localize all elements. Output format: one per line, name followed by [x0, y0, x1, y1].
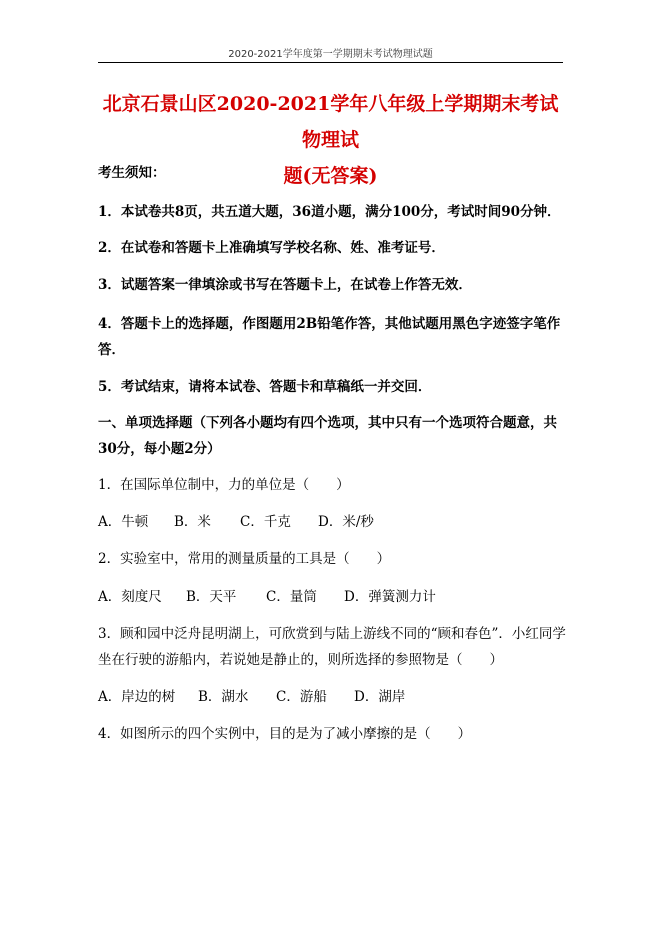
q1-option-a: A．牛顿 [98, 514, 149, 530]
notice-item-3: 3．试题答案一律填涂或书写在答题卡上，在试卷上作答无效． [98, 277, 472, 293]
question-2-stem: 2．实验室中，常用的测量质量的工具是（ ） [98, 551, 391, 567]
notice-item-4: 4．答题卡上的选择题，作图题用2B铅笔作答，其他试题用黑色字迹签字笔作答． [98, 316, 561, 358]
q2-option-c: C．量筒 [266, 589, 317, 605]
q2-option-d: D．弹簧测力计 [344, 589, 436, 605]
notice-item-1: 1．本试卷共8页，共五道大题，36道小题，满分100分，考试时间90分钟． [98, 204, 561, 220]
title-line-1: 北京石景山区2020-2021学年八年级上学期期末考试物理试 [102, 93, 559, 151]
q1-option-d: D．米/秒 [318, 514, 374, 530]
question-1-options [98, 509, 568, 535]
question-3-stem: 3．顾和园中泛舟昆明湖上，可欣赏到与陆上游线不同的“顾和春色”．小红同学坐在行驶的游船内，若说她是静止的，则所选择的参照物是（ ） [98, 626, 566, 668]
q3-option-d: D．湖岸 [354, 689, 406, 705]
q1-option-c: C．千克 [240, 514, 291, 530]
question-3-options [98, 684, 568, 710]
notice-heading: 考生须知： [98, 165, 166, 181]
question-4-stem: 4．如图所示的四个实例中，目的是为了减小摩擦的是（ ） [98, 726, 472, 742]
header-rule [98, 62, 563, 63]
q2-option-a: A．刻度尺 [98, 589, 162, 605]
title-line-2: 题(无答案) [283, 165, 378, 187]
q3-option-a: A．岸边的树 [98, 689, 176, 705]
page-header: 2020-2021学年度第一学期期末考试物理试题 [228, 49, 433, 60]
q1-option-b: B．米 [174, 514, 211, 530]
question-1-stem: 1．在国际单位制中，力的单位是（ ） [98, 477, 350, 493]
q3-option-b: B．湖水 [198, 689, 249, 705]
q2-option-b: B．天平 [186, 589, 237, 605]
section-1-heading: 一、单项选择题（下列各小题均有四个选项，其中只有一个选项符合题意，共30分，每小题2分） [98, 415, 557, 457]
notice-item-2: 2．在试卷和答题卡上准确填写学校名称、姓、准考证号． [98, 240, 445, 256]
question-2-options [98, 584, 568, 610]
notice-item-5: 5．考试结束，请将本试卷、答题卡和草稿纸一并交回． [98, 379, 432, 395]
q3-option-c: C．游船 [276, 689, 327, 705]
